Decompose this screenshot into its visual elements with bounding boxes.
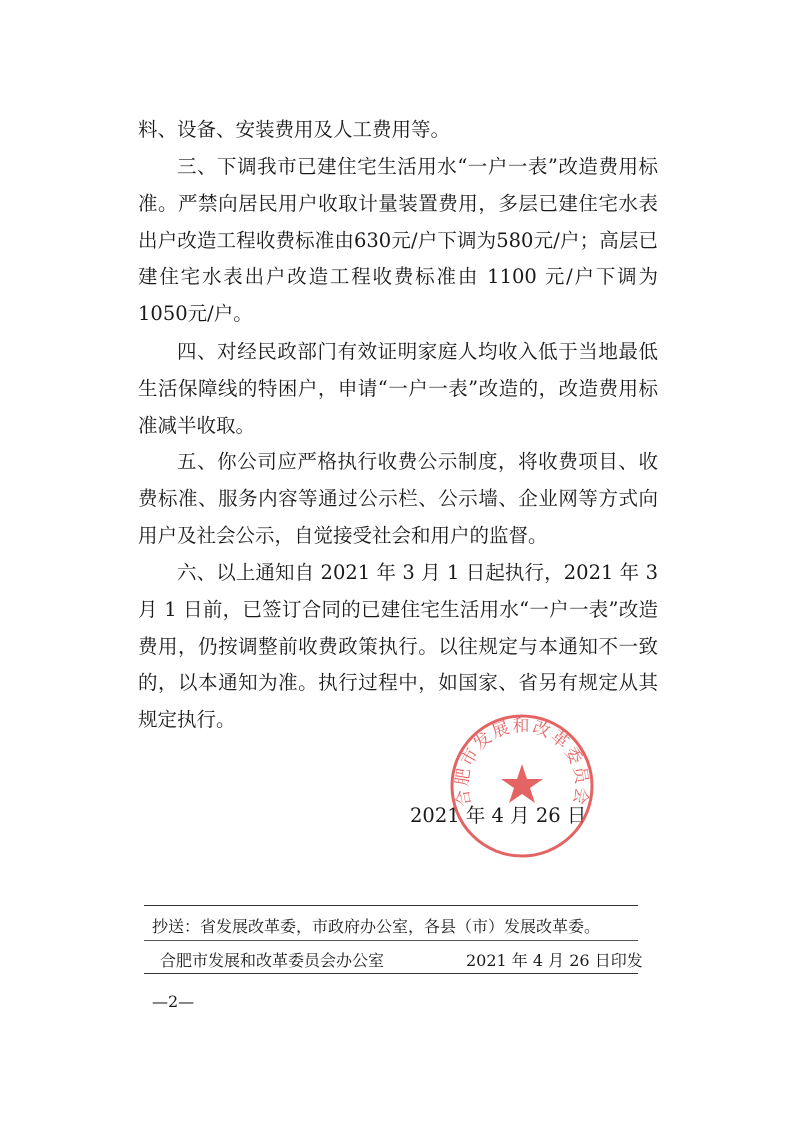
issuing-office: 合肥市发展和改革委员会办公室 bbox=[160, 951, 385, 970]
paragraph-item-4: 四、对经民政部门有效证明家庭人均收入低于当地最低生活保障线的特困户，申请“一户一表”改造的，改造费用标准减半收取。 bbox=[138, 340, 658, 437]
signature-date: 2021 年 4 月 26 日 bbox=[410, 804, 587, 827]
footer-middle-rule bbox=[144, 940, 638, 941]
footer-bottom-rule bbox=[144, 973, 638, 974]
footer-top-rule bbox=[144, 905, 638, 906]
paragraph-item-3: 三、下调我市已建住宅生活用水“一户一表”改造费用标准。严禁向居民用户收取计量装置费用，多层已建住宅水表出户改造工程收费标准由630元/户下调为580元/户；高层已建住宅水表出户改造工程收费标准由 1100 元/户下调为1050元/户。 bbox=[138, 155, 658, 326]
paragraph-item-5: 五、你公司应严格执行收费公示制度，将收费项目、收费标准、服务内容等通过公示栏、公示墙、企业网等方式向用户及社会公示，自觉接受社会和用户的监督。 bbox=[138, 450, 658, 547]
print-date: 2021 年 4 月 26 日印发 bbox=[466, 951, 643, 970]
official-seal bbox=[448, 712, 596, 860]
seal-text: 合肥市发展和改革委员会 bbox=[452, 716, 592, 809]
page-number: —2— bbox=[152, 992, 195, 1011]
seal-star-icon bbox=[501, 764, 543, 803]
cc-line: 抄送：省发展改革委，市政府办公室，各县（市）发展改革委。 bbox=[152, 917, 601, 936]
paragraph-item-6: 六、以上通知自 2021 年 3 月 1 日起执行，2021 年 3 月 1 日前，已签订合同的已建住宅生活用水“一户一表”改造费用，仍按调整前收费政策执行。以往规定与本通知不一致的，以本通知为准。执行过程中，如国家、省另有规定从其规定执行。 bbox=[138, 561, 658, 732]
svg-text:合肥市发展和改革委员会 bbox=[452, 716, 591, 808]
paragraph-continuation: 料、设备、安装费用及人工费用等。 bbox=[138, 118, 451, 141]
